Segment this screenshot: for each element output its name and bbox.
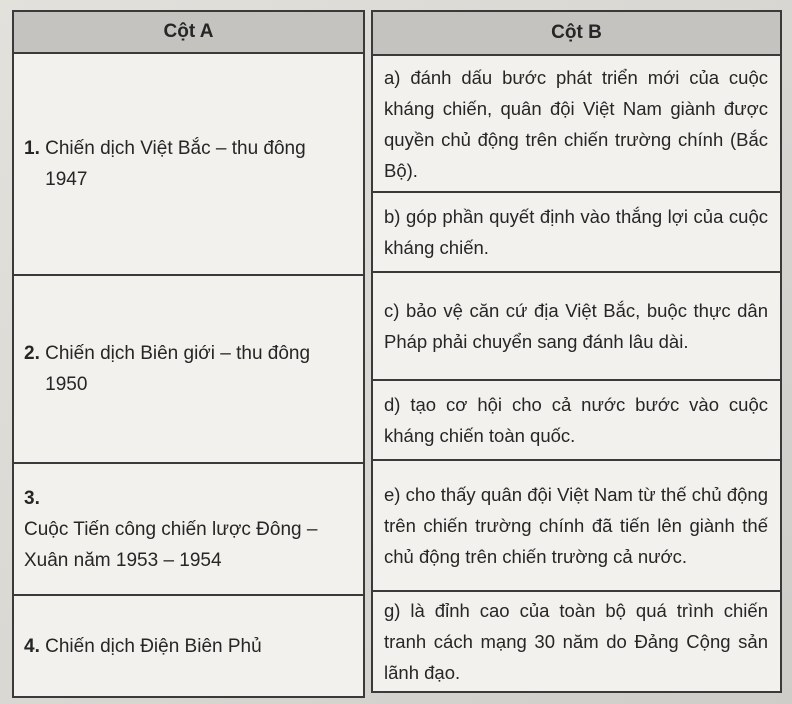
column-b-item-e	[373, 461, 780, 592]
column-a-item-3	[14, 464, 363, 596]
column-a-item-2	[14, 276, 363, 464]
item-text: e) cho thấy quân đội Việt Nam từ thế chủ động trên chiến trường chính đã tiến lên giành thế chủ động trên chiến trường cả nước.	[384, 484, 768, 567]
item-number: 1.	[24, 138, 40, 159]
column-b-header: Cột B	[373, 12, 780, 56]
item-text: g) là đỉnh cao của toàn bộ quá trình chiến tranh cách mạng 30 năm do Đảng Cộng sản lãnh đạo.	[384, 600, 768, 683]
item-number: 4.	[24, 635, 40, 657]
item-text: c) bảo vệ căn cứ địa Việt Bắc, buộc thực dân Pháp phải chuyển sang đánh lâu dài.	[384, 300, 768, 352]
item-text: Chiến dịch Biên giới – thu đông 1950	[45, 343, 311, 395]
column-a-table	[12, 10, 365, 698]
column-a-item-1	[14, 54, 363, 276]
item-text: Chiến dịch Điện Biên Phủ	[45, 635, 262, 657]
column-b-item-c	[373, 273, 780, 381]
item-number: 3.	[24, 487, 40, 509]
column-b-item-g	[373, 592, 780, 691]
item-text: Chiến dịch Việt Bắc – thu đông 1947	[45, 138, 306, 190]
column-a-header: Cột A	[14, 12, 363, 54]
column-b-table	[371, 10, 782, 693]
item-text: d) tạo cơ hội cho cả nước bước vào cuộc kháng chiến toàn quốc.	[384, 394, 768, 446]
column-a-item-4	[14, 596, 363, 696]
column-b-item-d	[373, 381, 780, 461]
item-text: a) đánh dấu bước phát triển mới của cuộc kháng chiến, quân đội Việt Nam giành được quyền chủ động trên chiến trường chính (Bắc Bộ).	[384, 66, 768, 181]
item-number: 2.	[24, 343, 40, 364]
item-text: b) góp phần quyết định vào thắng lợi của cuộc kháng chiến.	[384, 206, 768, 258]
column-b-item-b	[373, 193, 780, 273]
column-b-item-a	[373, 56, 780, 193]
item-text: Cuộc Tiến công chiến lược Đông – Xuân năm 1953 – 1954	[24, 518, 318, 571]
